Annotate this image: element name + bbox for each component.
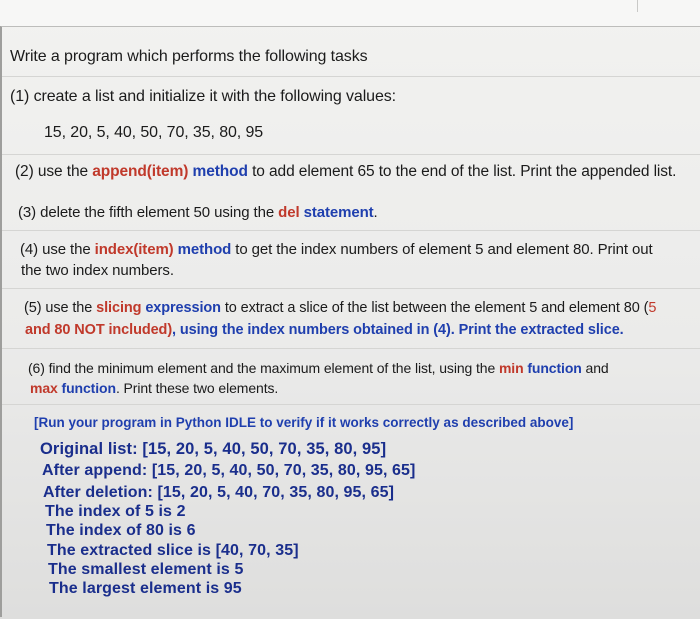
not-included-note: and 80 NOT included) [25, 322, 173, 338]
task-6-pre: (6) find the minimum element and the maximum element of the list, using the [28, 360, 499, 376]
task-6-and: and [581, 360, 609, 376]
task-6-post: . Print these two elements. [115, 380, 279, 396]
output-line: The index of 80 is 6 [46, 522, 196, 539]
function-word: function [57, 380, 116, 396]
index-method-name: index(item) [94, 241, 174, 258]
task-5-post: to extract a slice of the list between the element 5 and element 80 ( [220, 300, 649, 316]
append-method-name: append(item) [92, 163, 189, 180]
output-line: After append: [15, 20, 5, 40, 50, 70, 35, 80, 95, 65] [42, 462, 416, 479]
output-line: The smallest element is 5 [48, 561, 244, 578]
task-4-post: to get the index numbers of element 5 and element 80. Print out [231, 241, 653, 258]
task-1-values: 15, 20, 5, 40, 50, 70, 35, 80, 95 [44, 124, 264, 141]
task-5-five: 5 [648, 300, 657, 316]
min-function-name: min [498, 360, 524, 376]
task-5-pre: (5) use the [24, 300, 97, 316]
assignment-title: Write a program which performs the following tasks [10, 48, 368, 65]
method-word: method [188, 163, 248, 180]
max-function-name: max [30, 380, 58, 396]
output-line: Original list: [15, 20, 5, 40, 50, 70, 35, 80, 95] [40, 440, 387, 458]
task-4-line-1 [20, 241, 653, 258]
task-1-text: (1) create a list and initialize it with the following values: [10, 88, 396, 105]
slicing-word: slicing [96, 300, 142, 316]
output-line: After deletion: [15, 20, 5, 40, 70, 35, 80, 95, 65] [43, 484, 395, 501]
task-2-pre: (2) use the [15, 163, 93, 180]
task-5-line-1 [24, 300, 656, 316]
task-2-text [15, 163, 676, 181]
divider [2, 230, 700, 231]
task-3-text [18, 204, 378, 221]
expression-word: expression [141, 300, 221, 316]
method-word: method [173, 241, 232, 258]
output-line: The extracted slice is [40, 70, 35] [47, 542, 299, 559]
task-6-line-1 [28, 360, 609, 376]
output-line: The largest element is 95 [49, 580, 242, 597]
output-line: The index of 5 is 2 [45, 503, 186, 520]
del-keyword: del [278, 204, 300, 221]
task-5-line-2 [25, 322, 624, 338]
task-4-pre: (4) use the [20, 241, 95, 258]
divider [637, 0, 638, 12]
task-3-post: . [373, 204, 378, 221]
task-4-line-2: the two index numbers. [21, 262, 174, 279]
function-word: function [523, 360, 582, 376]
statement-word: statement [299, 204, 374, 221]
task-5-tail: , using the index numbers obtained in (4). Print the extracted slice. [172, 322, 624, 338]
task-6-line-2 [30, 380, 278, 396]
task-2-post: to add element 65 to the end of the list. Print the appended list. [247, 163, 677, 180]
page-top-edge [0, 0, 700, 27]
task-3-pre: (3) delete the fifth element 50 using the [18, 204, 279, 221]
run-instruction-note: [Run your program in Python IDLE to verify if it works correctly as described above] [34, 415, 574, 430]
divider [2, 348, 700, 349]
divider [2, 288, 700, 289]
divider [2, 154, 700, 155]
divider [2, 76, 700, 77]
divider [2, 404, 700, 405]
